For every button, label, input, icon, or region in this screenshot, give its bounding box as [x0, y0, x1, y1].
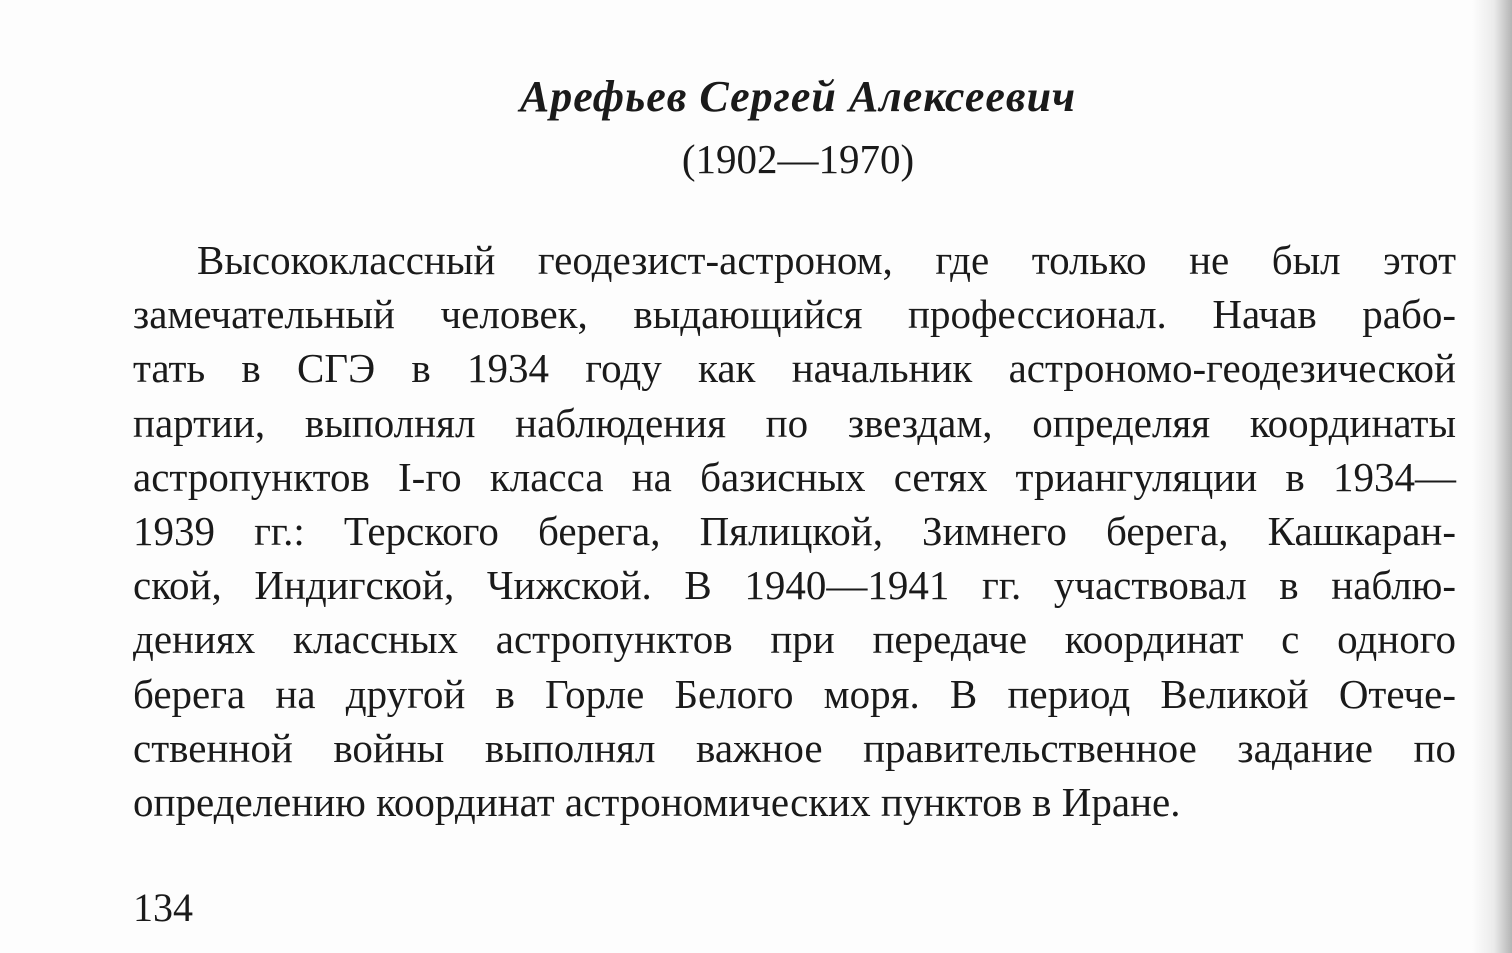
paragraph-line: берега на другой в Горле Белого моря. В период Великой Отече- — [133, 670, 1456, 717]
life-years: (1902—1970) — [681, 136, 915, 182]
page-number: 134 — [133, 885, 193, 930]
paragraph-line: тать в СГЭ в 1934 году как начальник астрономо-геодезической — [133, 345, 1456, 392]
paragraph-line: партии, выполнял наблюдения по звездам, определяя координаты — [133, 399, 1456, 446]
person-name-heading: Арефьев Сергей Алексеевич — [519, 72, 1077, 121]
paragraph-line: замечательный человек, выдающийся профессионал. Начав рабо- — [133, 291, 1456, 338]
paragraph-line: 1939 гг.: Терского берега, Пялицкой, Зимнего берега, Кашкаран- — [133, 508, 1456, 555]
paragraph-line: ственной войны выполнял важное правительственное задание по — [133, 724, 1456, 771]
paragraph-line: ской, Индигской, Чижской. В 1940—1941 гг. участвовал в наблю- — [133, 562, 1456, 609]
biography-paragraph — [133, 233, 1456, 829]
paragraph-line: астропунктов I-го класса на базисных сетях триангуляции в 1934— — [133, 453, 1456, 500]
paragraph-line: определению координат астрономических пунктов в Иране. — [133, 779, 1181, 826]
paragraph-line: Высококлассный геодезист-астроном, где только не был этот — [197, 237, 1456, 283]
paragraph-line: дениях классных астропунктов при передаче координат с одного — [133, 616, 1456, 663]
